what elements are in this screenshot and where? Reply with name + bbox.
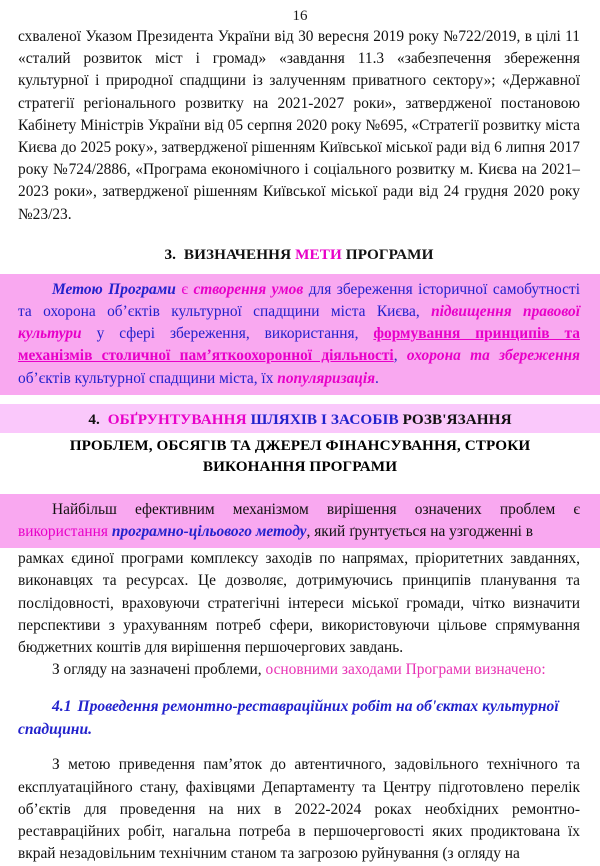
phrase-plain-3: об’єктів культурної спадщини міста, їх	[18, 369, 274, 387]
section-3-heading-block	[0, 226, 600, 274]
phrase-osnovnymy-zakhodamy: основними заходами Програми визначено:	[265, 661, 546, 679]
phrase-comma-1: ,	[393, 347, 398, 365]
phrase-prohramno-tsilovoho-metodu: програмно-цільового методу	[111, 523, 307, 541]
phrase-metoyu-prohramy: Метою Програми	[52, 280, 176, 298]
section-4-rest-block	[0, 548, 600, 681]
spacer-after-section4-heading	[0, 481, 600, 494]
section-4-paragraph-highlight	[18, 499, 580, 543]
section-4-heading-line3: ВИКОНАННЯ ПРОГРАМИ	[202, 457, 398, 475]
phrase-stvorennya-umov: створення умов	[193, 280, 304, 298]
phrase-ye: є	[181, 280, 188, 298]
phrase-period-1: .	[375, 369, 379, 387]
section-41-body-block	[0, 754, 600, 865]
section-4-heading-part1: ОБҐРУНТУВАННЯ	[107, 410, 247, 428]
section-3-heading-part1: ВИЗНАЧЕННЯ	[183, 245, 292, 263]
section-41-number: 4.1	[52, 698, 72, 716]
section-4-heading-line2: ПРОБЛЕМ, ОБСЯГІВ ТА ДЖЕРЕЛ ФІНАНСУВАННЯ, СТРОКИ	[69, 436, 531, 454]
section-41-heading	[18, 695, 580, 741]
spacer-after-section3	[0, 395, 600, 404]
intro-paragraph: схваленої Указом Президента України від 30 вересня 2019 року №722/2019, в цілі 11 «сталий розвиток міст і громад» «завдання 11.3 «забезпечення збереження культурної і природної спадщини із залученням приватного сектору»; «Державної стратегії регіонального розвитку на 2021-2027 роки», затвердженої постановою Кабінету Міністрів України від 05 серпня 2020 року №695, «Стратегії розвитку міста Києва до 2025 року», затвердженої рішенням Київської міської ради від 6 липня 2017 року №724/2886, «Програма економічного і соціального розвитку м. Києва на 2021–2023 роки», затвердженої рішенням Київської міської ради від 24 грудня 2020 року №23/23.	[18, 28, 580, 223]
section-4-heading-line1-block	[0, 404, 600, 433]
phrase-plain-2: у сфері збереження, використання,	[96, 325, 359, 343]
section-4-paragraph-rest: рамках єдиної програми комплексу заходів по напрямах, пріоритетних завданнях, виконавцях та ресурсах. Це дозволяє, дотримуючись принципів планування та послідовності, враховуючи стратегічні інтереси міської громади, чітко визначити перспективи з урахуванням потреб сфери, використовуючи цільове спрямування бюджетних коштів для вирішення першочергових завдань.	[18, 550, 580, 657]
phrase-okhorona-ta-zberezhennya: охорона та збереження	[406, 347, 580, 365]
section-4-highlight-block	[0, 494, 600, 548]
section-3-heading-part2: МЕТИ	[295, 245, 342, 263]
phrase-plain-1: для збереження історичної самобутності та охорона об’єктів культурної спадщини міста Києва,	[18, 280, 580, 321]
phrase-z-ohlyadu: З огляду на зазначені проблеми,	[52, 661, 262, 679]
section-3-heading	[18, 244, 580, 265]
section-4-heading-part2: ШЛЯХІВ І ЗАСОБІВ	[250, 410, 399, 428]
phrase-plain-4: , який ґрунтується на узгодженні в	[306, 523, 534, 541]
phrase-vykorystannya: використання	[18, 523, 108, 541]
phrase-pidvyshchennya-pravovoyi-kultury: підвищення правової культури	[18, 303, 580, 343]
section-41-title: Проведення ремонтно-реставраційних робіт на об'єктах культурної спадщини.	[18, 698, 559, 739]
section-4-heading-rest-block	[0, 433, 600, 481]
section-3-paragraph	[18, 279, 580, 390]
section-41-paragraph: З метою приведення пам’яток до автентичного, задовільного технічного та експлуатаційного стану, фахівцями Департаменту та Центру підготовлено перелік об’єктів для проведення на них в 2022-2024 роках необхідних ремонтно-реставраційних робіт, нагальна потреба в першочерговості яких продиктована їх вкрай незадовільним технічним станом та загрозою руйнування (з огляду на	[18, 756, 580, 863]
section-41-heading-block	[0, 681, 600, 741]
phrase-populyaryzatsiya: популяризація	[277, 369, 376, 387]
page-number: 16	[292, 8, 308, 24]
phrase-formuvannya-pryntsypiv: формування принципів та механізмів столичної пам’яткоохоронної діяльності	[18, 325, 580, 365]
phrase-naibilsh-efektyvnym: Найбільш ефективним механізмом вирішення означених проблем є	[52, 500, 580, 518]
section-3-highlight-block	[0, 274, 600, 395]
section-4-heading-line1	[0, 409, 600, 430]
section-4-lead-in	[18, 659, 580, 681]
intro-paragraph-block	[0, 26, 600, 226]
section-3-number: 3.	[164, 245, 177, 263]
section-4-heading-part3: РОЗВ'ЯЗАННЯ	[402, 410, 512, 428]
spacer-after-section41-heading	[0, 741, 600, 754]
section-4-number: 4.	[88, 410, 100, 428]
section-3-heading-part3: ПРОГРАМИ	[345, 245, 434, 263]
